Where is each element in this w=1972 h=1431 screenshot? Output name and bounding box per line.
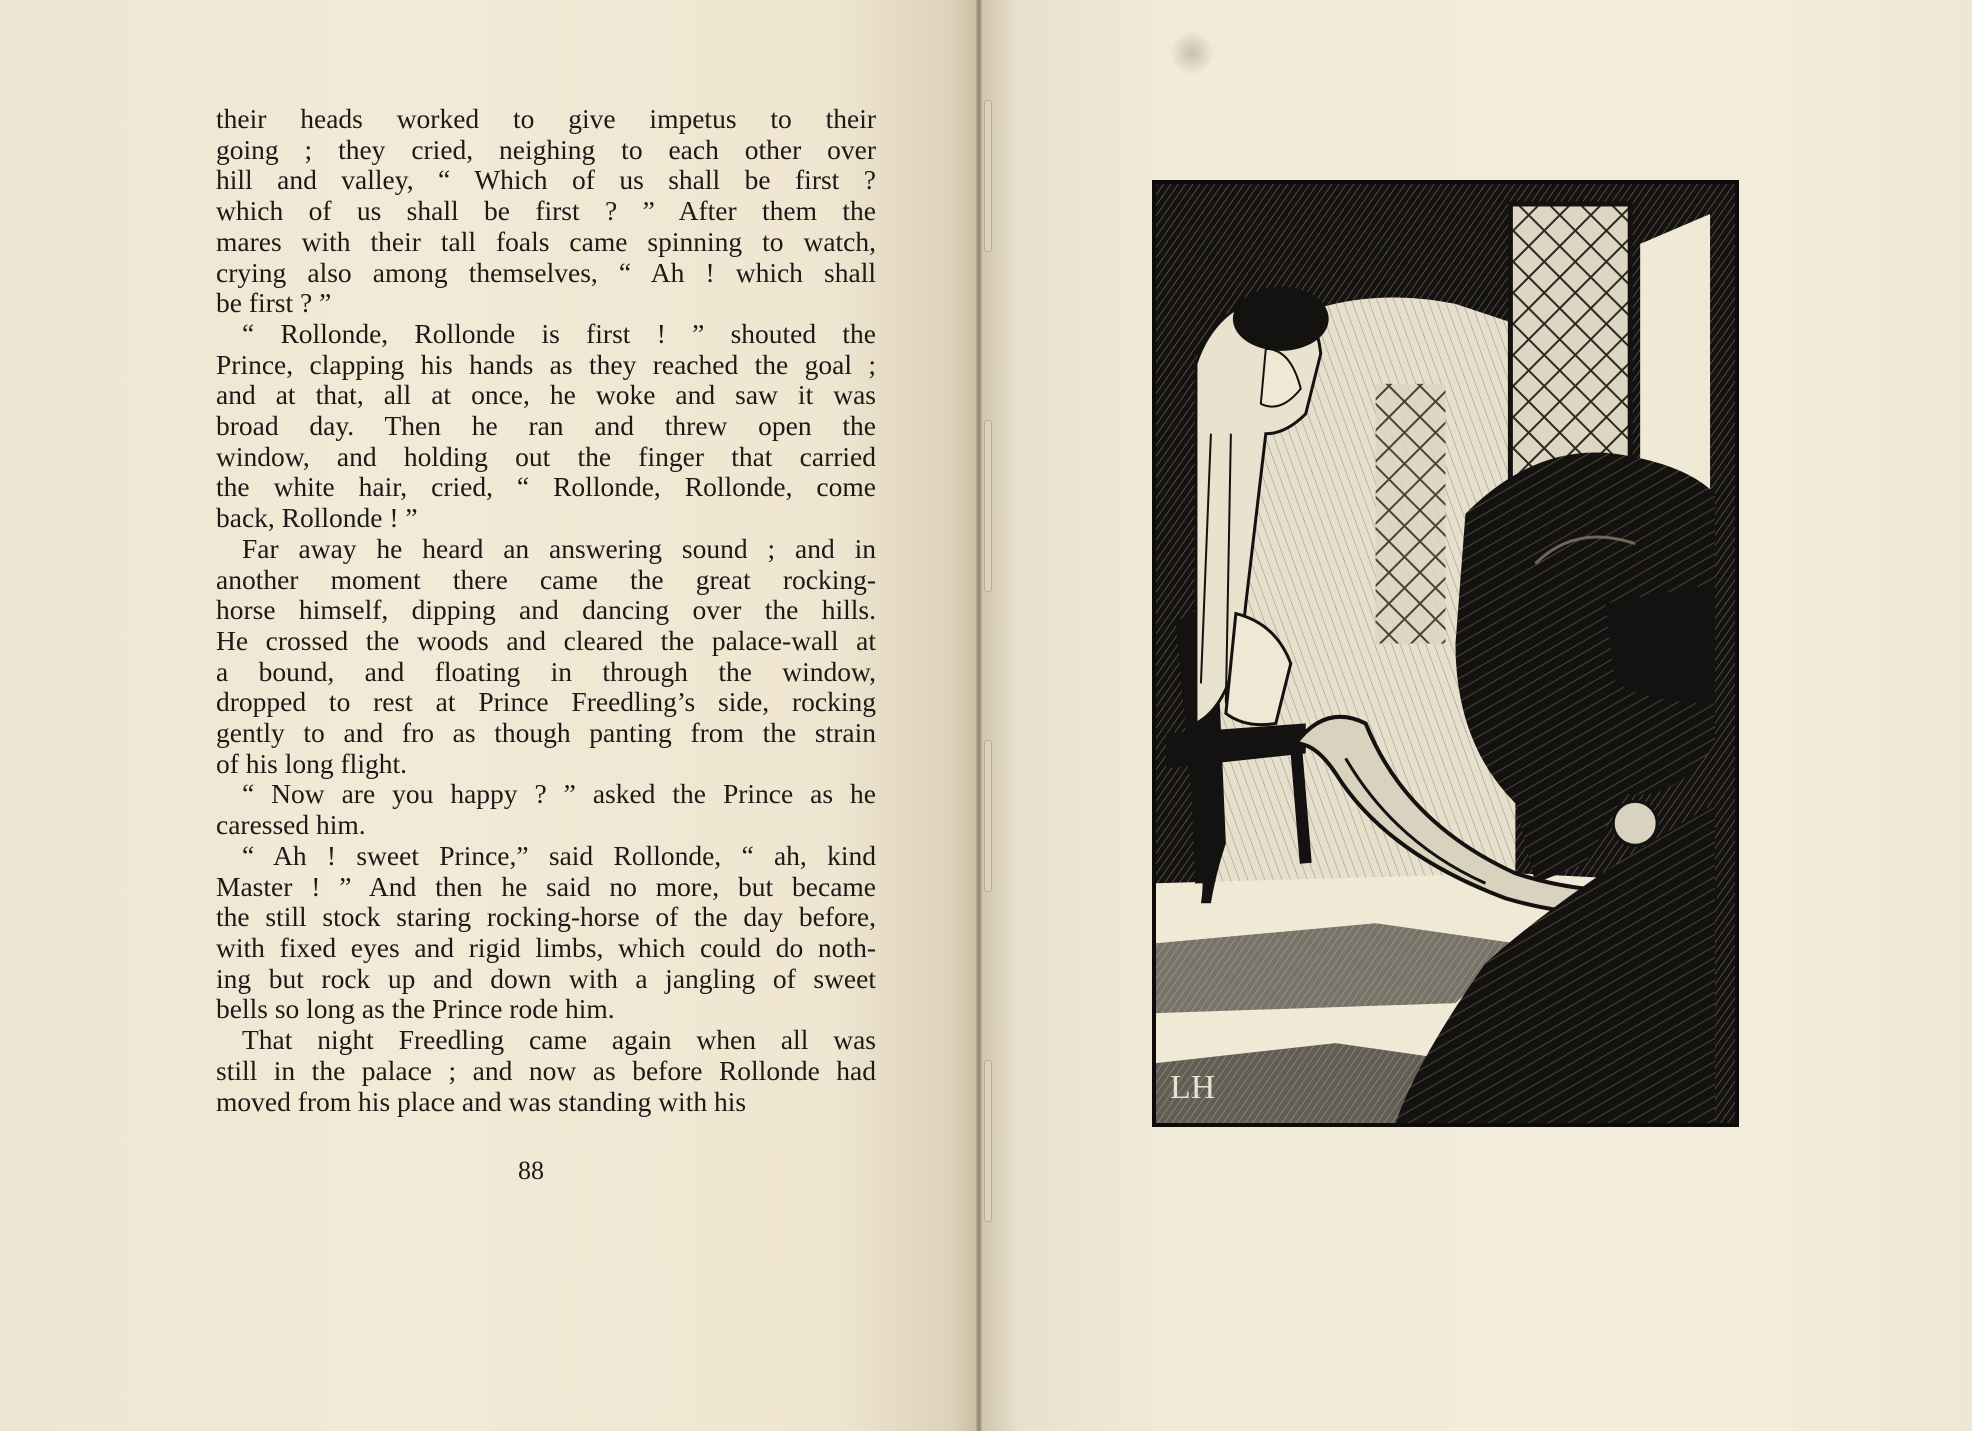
text-line: a bound, and floating in through the window,	[216, 655, 876, 687]
text-line: broad day. Then he ran and threw open the	[216, 410, 876, 442]
text-line: Far away he heard an answering sound ; and in	[242, 532, 876, 564]
binding-stitch	[984, 420, 992, 592]
text-line: with fixed eyes and rigid limbs, which could do noth-	[216, 931, 876, 963]
text-line: “ Now are you happy ? ” asked the Prince as he	[242, 778, 876, 810]
text-line: hill and valley, “ Which of us shall be first ?	[216, 164, 876, 196]
text-line: That night Freedling came again when all was	[242, 1024, 876, 1056]
illustration-svg	[1156, 184, 1735, 1123]
binding-stitch	[984, 1060, 992, 1222]
text-line: mares with their tall foals came spinning to watch,	[216, 225, 876, 257]
text-line: back, Rollonde ! ”	[216, 502, 418, 534]
text-line: the still stock staring rocking-horse of the day before,	[216, 901, 876, 933]
text-line: Prince, clapping his hands as they reached the goal ;	[216, 348, 876, 380]
binding-stitch	[984, 100, 992, 252]
illustration-plate	[1152, 180, 1739, 1127]
text-line: dropped to rest at Prince Freedling’s side, rocking	[216, 686, 876, 718]
text-line: caressed him.	[216, 809, 366, 841]
text-line: going ; they cried, neighing to each other over	[216, 133, 876, 165]
page-number: 88	[518, 1156, 544, 1185]
prince-hair	[1233, 287, 1329, 351]
text-line: “ Ah ! sweet Prince,” said Rollonde, “ ah, kind	[242, 839, 876, 871]
book-gutter	[976, 0, 982, 1431]
text-line: of his long flight.	[216, 747, 407, 779]
text-line: the white hair, cried, “ Rollonde, Rollonde, come	[216, 471, 876, 503]
text-line: ing but rock up and down with a jangling of sweet	[216, 962, 876, 994]
text-line: He crossed the woods and cleared the palace-wall at	[216, 624, 876, 656]
text-line: moved from his place and was standing with his	[216, 1085, 747, 1117]
artist-monogram: LH	[1169, 1069, 1216, 1107]
text-line: Master ! ” And then he said no more, but became	[216, 870, 876, 902]
text-line: their heads worked to give impetus to their	[216, 103, 876, 134]
text-line: be first ? ”	[216, 287, 332, 319]
text-line: bells so long as the Prince rode him.	[216, 993, 615, 1025]
inner-window	[1376, 384, 1446, 644]
page-smudge	[1170, 30, 1214, 76]
left-page	[0, 0, 980, 1431]
text-line: and at that, all at once, he woke and saw it was	[216, 379, 876, 411]
text-line: “ Rollonde, Rollonde is first ! ” shouted the	[242, 317, 876, 349]
text-line: another moment there came the great rocking-	[216, 563, 876, 595]
text-line: which of us shall be first ? ” After them the	[216, 195, 876, 227]
text-line: horse himself, dipping and dancing over the hills.	[216, 594, 876, 626]
binding-stitch	[984, 740, 992, 892]
text-line: window, and holding out the finger that carried	[216, 440, 876, 472]
text-line: still in the palace ; and now as before Rollonde had	[216, 1054, 876, 1086]
text-line: gently to and fro as though panting from the strain	[216, 717, 876, 749]
text-line: crying also among themselves, “ Ah ! which shall	[216, 256, 876, 288]
body-text	[216, 104, 876, 1117]
